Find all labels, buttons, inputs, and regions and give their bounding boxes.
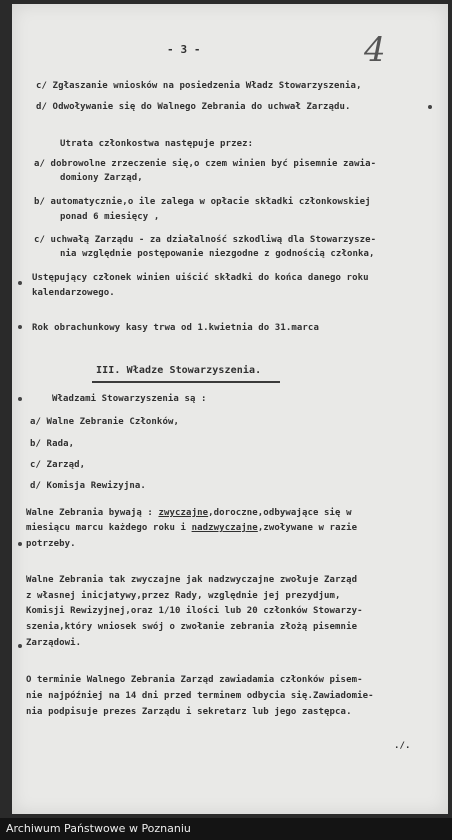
walne-text: Walne Zebrania bywają :: [26, 508, 159, 518]
text-line: c/ uchwałą Zarządu - za działalność szkodliwą dla Stowarzysze-: [34, 235, 377, 245]
text-line: ponad 6 miesięcy ,: [60, 212, 160, 222]
text-line: z własnej inicjatywy,przez Rady, względnie jej prezydjum,: [26, 591, 341, 601]
text-line: d/ Komisja Rewizyjna.: [30, 481, 146, 491]
text-line: O terminie Walnego Zebrania Zarząd zawiadamia członków pisem-: [26, 675, 363, 685]
text-line: b/ automatycznie,o ile zalega w opłacie składki członkowskiej: [34, 197, 371, 207]
text-line: domiony Zarząd,: [60, 173, 143, 183]
text-line: szenia,który wniosek swój o zwołanie zebrania złożą pisemnie: [26, 622, 358, 632]
archive-footer-text: Archiwum Państwowe w Poznaniu: [6, 822, 191, 835]
text-line: c/ Zgłaszanie wniosków na posiedzenia Władz Stowarzyszenia,: [36, 81, 362, 91]
nadzwyczajne-underlined-term: nadzwyczajne: [191, 523, 258, 533]
walne-text-end: ,doroczne,odbywające się w: [208, 508, 352, 518]
text-line: ./.: [394, 741, 411, 751]
margin-punch-mark: [18, 542, 22, 546]
text-line: Walne Zebrania tak zwyczajne jak nadzwyczajne zwołuje Zarząd: [26, 575, 358, 585]
continuation-text: miesiącu marcu każdego roku i: [26, 523, 187, 533]
text-line: a/ dobrowolne zrzeczenie się,o czem winien być pisemnie zawia-: [34, 159, 377, 169]
document-page: [12, 4, 448, 814]
text-line: Komisji Rewizyjnej,oraz 1/10 ilości lub 20 członków Stowarzy-: [26, 606, 363, 616]
margin-punch-mark: [18, 397, 22, 401]
margin-punch-mark: [18, 644, 22, 648]
archive-footer-bar: [0, 818, 452, 840]
text-line: Utrata członkostwa następuje przez:: [60, 139, 254, 149]
text-line: b/ Rada,: [30, 439, 75, 449]
walne-zebrania-line: [26, 507, 352, 519]
text-line: nia podpisuje prezes Zarządu i sekretarz lub jego zastępca.: [26, 707, 352, 717]
margin-punch-mark: [18, 281, 22, 285]
margin-punch-mark: [18, 325, 22, 329]
text-line: a/ Walne Zebranie Członków,: [30, 417, 179, 427]
section-heading: III. Władze Stowarzyszenia.: [96, 365, 262, 376]
text-line: Ustępujący członek winien uiścić składki do końca danego roku: [32, 273, 369, 283]
text-line: d/ Odwoływanie się do Walnego Zebrania do uchwał Zarządu.: [36, 102, 351, 112]
text-line: nia względnie postępowanie niezgodne z godnością członka,: [60, 249, 375, 259]
text-line: potrzeby.: [26, 539, 76, 549]
walne-continuation-line: [26, 522, 357, 534]
handwritten-page-number: 4: [364, 30, 386, 70]
text-line: c/ Zarząd,: [30, 460, 86, 470]
walne-underlined-term: zwyczajne: [158, 508, 209, 518]
heading-underline: [92, 381, 280, 383]
margin-punch-mark: [428, 105, 432, 109]
text-line: Władzami Stowarzyszenia są :: [52, 394, 207, 404]
text-line: nie najpóźniej na 14 dni przed terminem odbycia się.Zawiadomie-: [26, 691, 374, 701]
page-number: - 3 -: [167, 43, 201, 56]
text-line: Rok obrachunkowy kasy trwa od 1.kwietnia do 31.marca: [32, 323, 319, 333]
text-line: kalendarzowego.: [32, 288, 115, 298]
continuation-text-end: ,zwoływane w razie: [257, 523, 358, 533]
text-line: Zarządowi.: [26, 638, 82, 648]
